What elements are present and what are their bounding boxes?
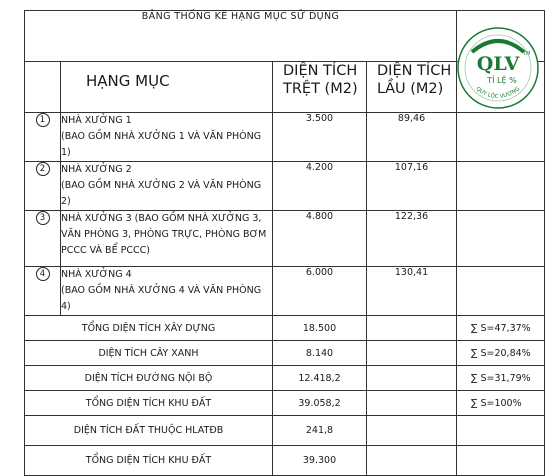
summary-percent: ∑ S=100% — [457, 391, 545, 416]
summary-percent — [457, 416, 545, 446]
summary-row — [25, 446, 545, 476]
row-floor-area: 130,41 — [367, 267, 457, 316]
row-floor-area: 107,16 — [367, 162, 457, 211]
row-index-circle: 2 — [36, 162, 50, 176]
logo-subtext: TỈ LỆ % — [487, 76, 517, 85]
row-item-line: (BAO GỒM NHÀ XƯỞNG 2 VÀ VĂN PHÒNG 2) — [61, 180, 262, 207]
summary-label: DIỆN TÍCH CÂY XANH — [25, 341, 273, 366]
row-index-circle: 1 — [36, 113, 50, 127]
row-percent — [457, 211, 545, 267]
row-item-line: PCCC VÀ BỂ PCCC) — [61, 245, 150, 256]
summary-value: 8.140 — [273, 341, 367, 366]
row-item-name — [61, 113, 273, 162]
summary-row — [25, 416, 545, 446]
summary-label: DIỆN TÍCH ĐƯỜNG NỘI BỘ — [25, 366, 273, 391]
header-item: HẠNG MỤC — [61, 62, 273, 113]
logo-text: QLV — [476, 53, 520, 75]
row-item-name — [61, 211, 273, 267]
header-floor-area — [367, 62, 457, 113]
summary-value: 39.300 — [273, 446, 367, 476]
row-percent — [457, 267, 545, 316]
logo-trademark: TM — [523, 51, 531, 57]
row-item-line: NHÀ XƯỞNG 1 — [61, 115, 132, 126]
summary-label: TỔNG DIỆN TÍCH KHU ĐẤT — [25, 446, 273, 476]
table-row — [25, 113, 545, 162]
row-floor-area: 122,36 — [367, 211, 457, 267]
row-item-line: NHÀ XƯỞNG 2 — [61, 164, 132, 175]
summary-row — [25, 391, 545, 416]
summary-row — [25, 316, 545, 341]
table-row — [25, 162, 545, 211]
table-row — [25, 267, 545, 316]
summary-value: 241,8 — [273, 416, 367, 446]
row-floor-area: 89,46 — [367, 113, 457, 162]
row-percent — [457, 113, 545, 162]
summary-percent: ∑ S=47,37% — [457, 316, 545, 341]
summary-row — [25, 366, 545, 391]
header-ground-area-line2: TRỆT (M2) — [283, 81, 358, 97]
row-percent — [457, 162, 545, 211]
header-ground-area — [273, 62, 367, 113]
table-title: BẢNG THỐNG KÊ HẠNG MỤC SỬ DỤNG — [25, 11, 457, 62]
row-index-circle: 4 — [36, 267, 50, 281]
row-item-line: (BAO GỒM NHÀ XƯỞNG 1 VÀ VĂN PHÒNG 1) — [61, 131, 262, 158]
logo-ring-text: QUY LỘC VƯƠNG — [474, 85, 522, 101]
row-ground-area: 3.500 — [273, 113, 367, 162]
row-item-line: NHÀ XƯỞNG 4 — [61, 269, 132, 280]
summary-percent: ∑ S=20,84% — [457, 341, 545, 366]
summary-percent: ∑ S=31,79% — [457, 366, 545, 391]
row-ground-area: 6.000 — [273, 267, 367, 316]
summary-value: 39.058,2 — [273, 391, 367, 416]
header-floor-area-line1: DIỆN TÍCH — [377, 63, 452, 79]
header-floor-area-line2: LẦU (M2) — [377, 81, 444, 97]
row-item-line: NHÀ XƯỞNG 3 (BAO GỒM NHÀ XƯỞNG 3, — [61, 213, 262, 224]
summary-label: TỔNG DIỆN TÍCH XÂY DỰNG — [25, 316, 273, 341]
table-row — [25, 211, 545, 267]
summary-label: DIỆN TÍCH ĐẤT THUỘC HLATĐB — [25, 416, 273, 446]
header-ground-area-line1: DIỆN TÍCH — [283, 63, 358, 79]
summary-row — [25, 341, 545, 366]
summary-percent — [457, 446, 545, 476]
row-ground-area: 4.200 — [273, 162, 367, 211]
row-item-line: VĂN PHÒNG 3, PHÒNG TRỰC, PHÒNG BƠM — [61, 229, 267, 240]
row-ground-area: 4.800 — [273, 211, 367, 267]
summary-value: 12.418,2 — [273, 366, 367, 391]
row-index-circle: 3 — [36, 211, 50, 225]
summary-value: 18.500 — [273, 316, 367, 341]
row-item-name — [61, 162, 273, 211]
qlv-logo — [452, 22, 544, 114]
row-item-line: (BAO GỒM NHÀ XƯỞNG 4 VÀ VĂN PHÒNG 4) — [61, 285, 262, 312]
row-item-name — [61, 267, 273, 316]
header-index-cell — [25, 62, 61, 113]
summary-label: TỔNG DIỆN TÍCH KHU ĐẤT — [25, 391, 273, 416]
